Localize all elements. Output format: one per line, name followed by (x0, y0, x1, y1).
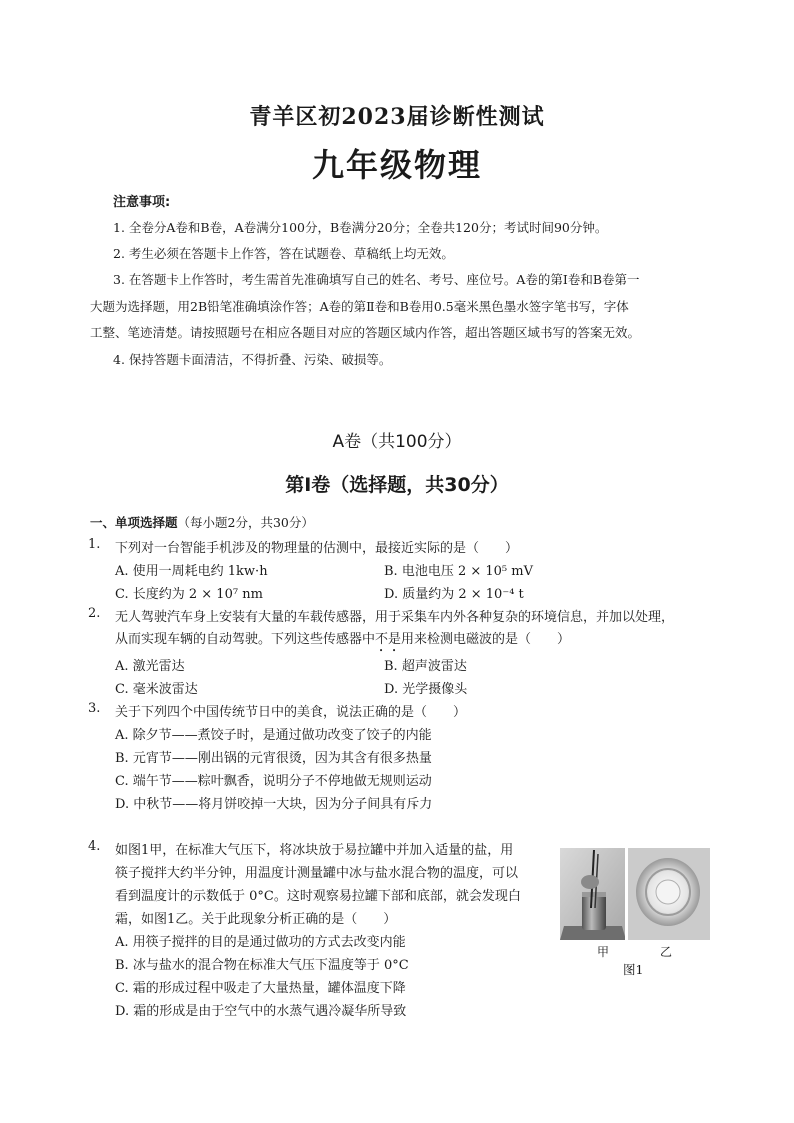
question-2-stem-line-1: 无人驾驶汽车身上安装有大量的车载传感器，用于采集车内外各种复杂的环境信息，并加以处理， (115, 610, 675, 625)
question-2-stem-post: 用来检测电磁波的是（ ） (401, 632, 571, 647)
notice-item-3-line-3: 工整、笔迹清楚。请按照题号在相应各题目对应的答题区域内作答，超出答题区域书写的答案无效。 (90, 325, 641, 340)
question-3-option-c: C. 端午节——粽叶飘香，说明分子不停地做无规则运动 (115, 774, 432, 789)
question-3-option-d: D. 中秋节——将月饼咬掉一大块，因为分子间具有斥力 (115, 797, 433, 812)
notice-item-2: 2. 考生必须在答题卡上作答，答在试题卷、草稿纸上均无效。 (113, 246, 454, 261)
question-4-option-b: B. 冰与盐水的混合物在标准大气压下温度等于 0°C (115, 958, 409, 973)
soda-can (582, 892, 606, 930)
question-4-option-d: D. 霜的形成是由于空气中的水蒸气遇冷凝华所导致 (115, 1004, 407, 1019)
question-2-option-c: C. 毫米波雷达 (115, 682, 198, 697)
subject-title: 九年级物理 (311, 146, 482, 184)
question-4-stem-line-3: 看到温度计的示数低于 0°C。这时观察易拉罐下部和底部，就会发现白 (115, 889, 521, 904)
question-4-number: 4. (88, 839, 101, 854)
question-1-option-d: D. 质量约为 2 × 10⁻⁴ t (384, 587, 524, 602)
question-2-emphasis: 不是 (375, 632, 402, 647)
figure-1-photos (560, 848, 710, 940)
section-i-heading: 第Ⅰ卷（选择题，共30分） (285, 474, 509, 496)
notice-item-3-line-1: 3. 在答题卡上作答时，考生需首先准确填写自己的姓名、考号、座位号。A卷的第Ⅰ卷和B卷第一 (113, 272, 640, 287)
question-2-stem-pre: 从而实现车辆的自动驾驶。下列这些传感器中 (115, 632, 376, 647)
notice-item-1: 1. 全卷分A卷和B卷，A卷满分100分，B卷满分20分；全卷共120分；考试时间90分钟。 (113, 220, 608, 235)
section-a-heading: A卷（共100分） (332, 432, 462, 452)
question-1-option-c: C. 长度约为 2 × 10⁷ nm (115, 587, 263, 602)
question-3-option-a: A. 除夕节——煮饺子时，是通过做功改变了饺子的内能 (115, 728, 432, 743)
question-3-option-b: B. 元宵节——刚出锅的元宵很烫，因为其含有很多热量 (115, 751, 432, 766)
question-2-stem-line-2 (115, 628, 570, 655)
question-4-option-c: C. 霜的形成过程中吸走了大量热量，罐体温度下降 (115, 981, 406, 996)
question-4-option-a: A. 用筷子搅拌的目的是通过做功的方式去改变内能 (115, 935, 406, 950)
question-2-option-d: D. 光学摄像头 (384, 682, 468, 697)
question-1-option-a: A. 使用一周耗电约 1kw·h (115, 564, 268, 579)
question-1-stem: 下列对一台智能手机涉及的物理量的估测中，最接近实际的是（ ） (115, 541, 519, 556)
notice-item-3-line-2: 大题为选择题，用2B铅笔准确填涂作答；A卷的第Ⅱ卷和B卷用0.5毫米黑色墨水签字笔书写，字体 (90, 299, 629, 314)
question-4-stem-line-2: 筷子搅拌大约半分钟，用温度计测量罐中冰与盐水混合物的温度，可以 (115, 866, 519, 881)
figure-1-label-yi: 乙 (660, 945, 673, 959)
question-2-option-a: A. 激光雷达 (115, 659, 185, 674)
question-4-stem-line-4: 霜，如图1乙。关于此现象分析正确的是（ ） (115, 912, 397, 927)
question-4-stem-line-1: 如图1甲，在标准大气压下，将冰块放于易拉罐中并加入适量的盐，用 (115, 843, 514, 858)
hand (581, 875, 599, 889)
notice-item-4: 4. 保持答题卡面清洁，不得折叠、污染、破损等。 (113, 352, 392, 367)
figure-1-label-jia: 甲 (597, 945, 610, 959)
figure-1-caption: 图1 (623, 962, 644, 977)
question-1-number: 1. (88, 537, 101, 552)
exam-title: 青羊区初2023届诊断性测试 (249, 104, 545, 130)
question-1-option-b: B. 电池电压 2 × 10⁵ mV (384, 564, 533, 579)
part-one-note: （每小题2分，共30分） (177, 515, 314, 530)
question-2-number: 2. (88, 606, 101, 621)
notice-heading: 注意事项: (113, 195, 171, 210)
question-3-stem: 关于下列四个中国传统节日中的美食，说法正确的是（ ） (115, 705, 467, 720)
question-2-option-b: B. 超声波雷达 (384, 659, 467, 674)
part-one-title: 一、单项选择题 (90, 515, 178, 530)
question-3-number: 3. (88, 701, 101, 716)
part-one-heading (90, 513, 314, 531)
